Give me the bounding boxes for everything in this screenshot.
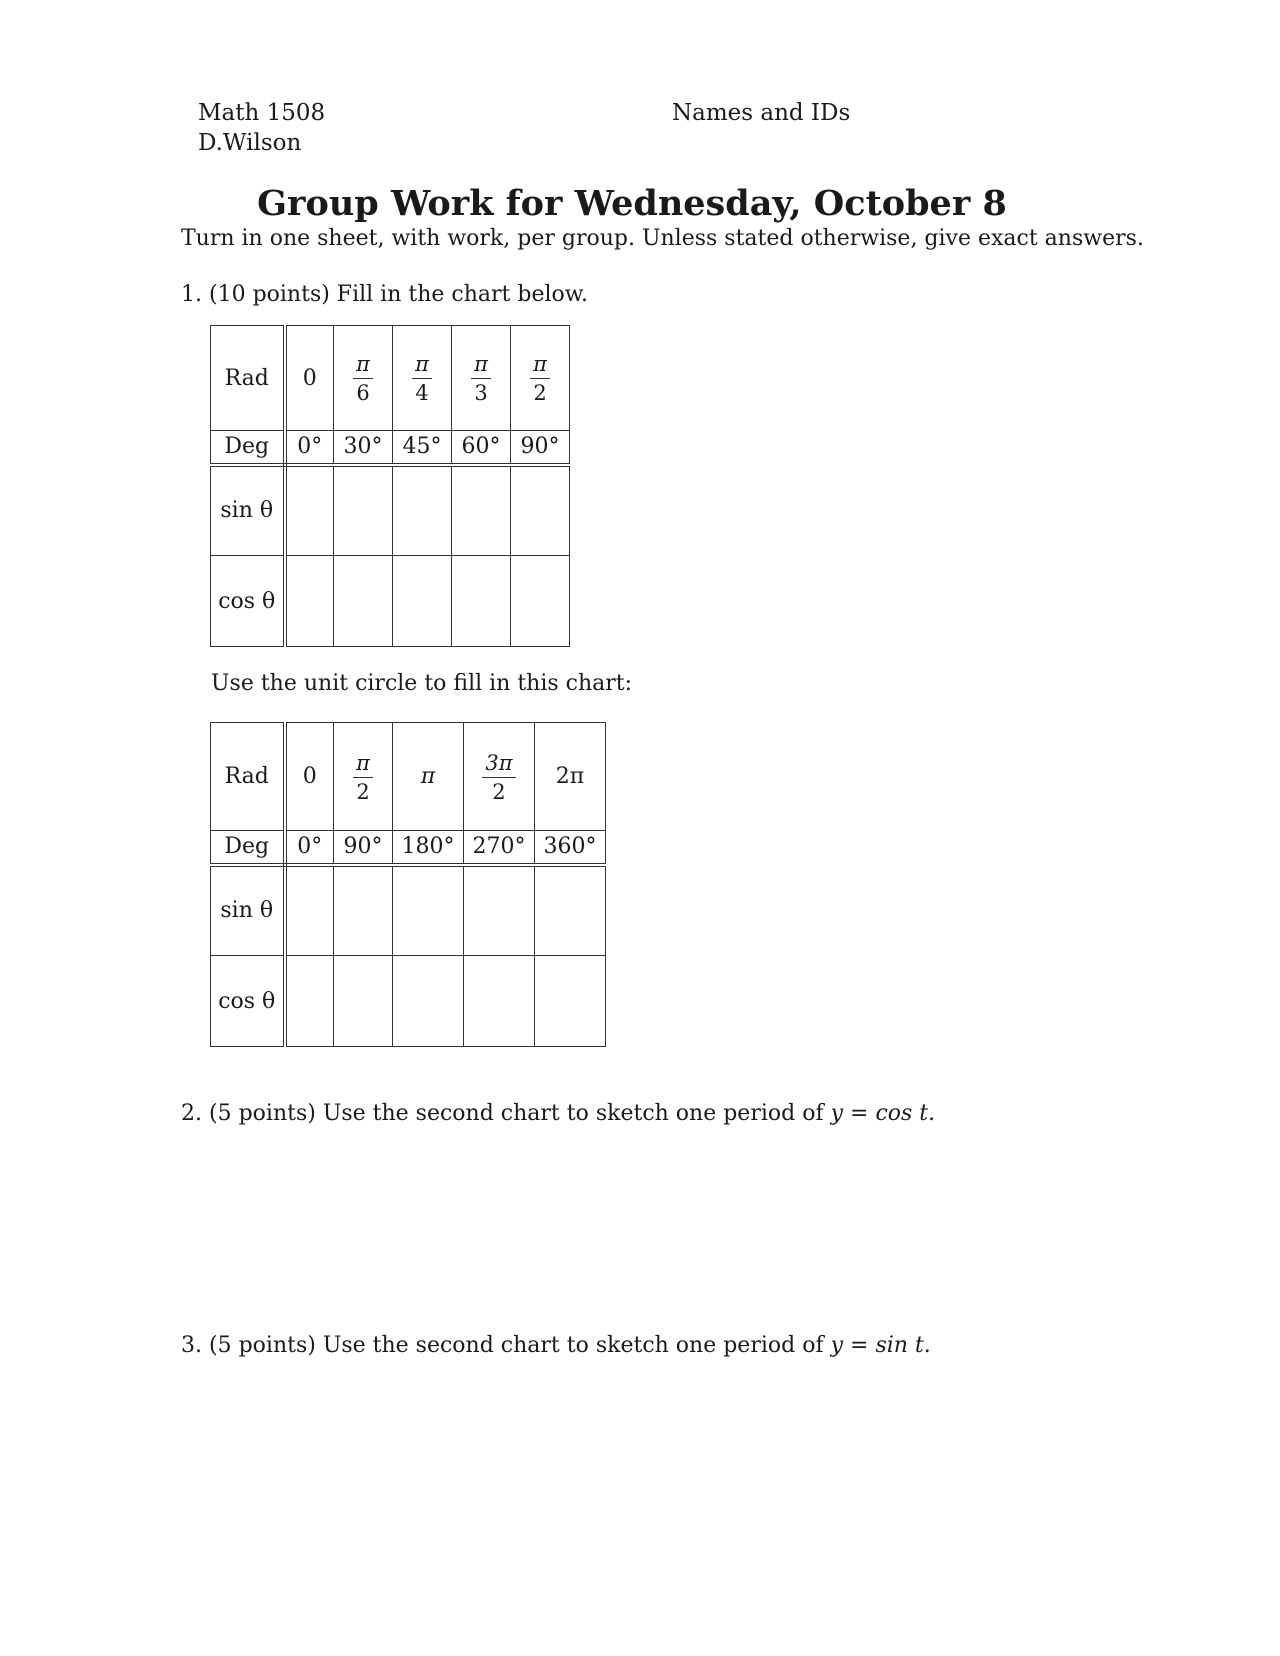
rad-cell: π	[393, 723, 464, 831]
rad-row-label: Rad	[211, 723, 285, 831]
problem-1-number: 1.	[181, 282, 202, 307]
deg-cell: 60°	[452, 431, 511, 465]
answer-cell[interactable]	[393, 465, 452, 556]
page-title: Group Work for Wednesday, October 8	[257, 183, 1007, 224]
deg-cell: 0°	[285, 431, 334, 465]
problem-2-text: (5 points) Use the second chart to sketch one period of	[209, 1101, 824, 1126]
problem-2-equation: y = cos t.	[830, 1101, 936, 1126]
answer-cell[interactable]	[464, 956, 535, 1047]
rad-cell	[334, 723, 393, 831]
problem-2-number: 2.	[181, 1101, 202, 1126]
cos-row-label: cos θ	[211, 956, 285, 1047]
cos-row-label: cos θ	[211, 556, 285, 647]
fraction-denominator: 3	[474, 381, 488, 405]
rad-row-label: Rad	[211, 326, 285, 431]
answer-cell[interactable]	[393, 556, 452, 647]
deg-cell: 30°	[334, 431, 393, 465]
deg-cell: 90°	[511, 431, 570, 465]
answer-cell[interactable]	[452, 465, 511, 556]
fraction-numerator: 3π	[482, 753, 515, 778]
sin-row-label: sin θ	[211, 465, 285, 556]
problem-2	[181, 1101, 935, 1126]
answer-cell[interactable]	[334, 556, 393, 647]
instructions: Turn in one sheet, with work, per group. Unless stated otherwise, give exact answers.	[181, 226, 1144, 251]
chart-1	[210, 325, 570, 647]
fraction-numerator: π	[530, 354, 550, 379]
problem-3	[181, 1333, 931, 1358]
deg-cell: 360°	[535, 831, 606, 865]
fraction-denominator: 2	[492, 779, 506, 804]
rad-cell	[334, 326, 393, 431]
deg-cell: 180°	[393, 831, 464, 865]
deg-cell: 90°	[334, 831, 393, 865]
deg-row-label: Deg	[211, 831, 285, 865]
rad-cell	[452, 326, 511, 431]
answer-cell[interactable]	[334, 956, 393, 1047]
fraction-numerator: π	[471, 354, 491, 379]
sin-row	[211, 465, 570, 556]
fraction-numerator: π	[412, 354, 432, 379]
problem-3-equation: y = sin t.	[830, 1333, 931, 1358]
deg-row	[211, 431, 570, 465]
answer-cell[interactable]	[285, 556, 334, 647]
answer-cell[interactable]	[285, 465, 334, 556]
instructor-label: D.Wilson	[198, 130, 302, 156]
fraction-denominator: 2	[356, 779, 370, 804]
cos-row	[211, 556, 570, 647]
deg-cell: 0°	[285, 831, 334, 865]
fraction-numerator: π	[353, 753, 373, 778]
rad-row	[211, 723, 606, 831]
deg-cell: 270°	[464, 831, 535, 865]
chart-2	[210, 722, 606, 1047]
rad-cell	[464, 723, 535, 831]
sin-row-label: sin θ	[211, 865, 285, 956]
chart-2-intro: Use the unit circle to fill in this chart:	[211, 671, 633, 696]
rad-cell: 2π	[535, 723, 606, 831]
names-ids-label: Names and IDs	[672, 100, 851, 126]
problem-1-text: (10 points) Fill in the chart below.	[209, 282, 588, 307]
answer-cell[interactable]	[511, 556, 570, 647]
rad-cell	[393, 326, 452, 431]
cos-row	[211, 956, 606, 1047]
sin-row	[211, 865, 606, 956]
fraction-denominator: 6	[356, 381, 370, 405]
fraction-denominator: 2	[533, 381, 547, 405]
rad-cell: 0	[285, 723, 334, 831]
answer-cell[interactable]	[535, 865, 606, 956]
answer-cell[interactable]	[393, 956, 464, 1047]
answer-cell[interactable]	[535, 956, 606, 1047]
answer-cell[interactable]	[511, 465, 570, 556]
answer-cell[interactable]	[393, 865, 464, 956]
fraction-denominator: 4	[415, 381, 429, 405]
deg-row	[211, 831, 606, 865]
problem-3-text: (5 points) Use the second chart to sketch one period of	[209, 1333, 824, 1358]
answer-cell[interactable]	[334, 865, 393, 956]
rad-cell	[511, 326, 570, 431]
answer-cell[interactable]	[464, 865, 535, 956]
course-label: Math 1508	[198, 100, 326, 126]
problem-1	[181, 282, 588, 307]
deg-cell: 45°	[393, 431, 452, 465]
deg-row-label: Deg	[211, 431, 285, 465]
rad-cell: 0	[285, 326, 334, 431]
problem-3-number: 3.	[181, 1333, 202, 1358]
answer-cell[interactable]	[285, 956, 334, 1047]
rad-row	[211, 326, 570, 431]
answer-cell[interactable]	[452, 556, 511, 647]
fraction-numerator: π	[353, 354, 373, 379]
answer-cell[interactable]	[334, 465, 393, 556]
answer-cell[interactable]	[285, 865, 334, 956]
